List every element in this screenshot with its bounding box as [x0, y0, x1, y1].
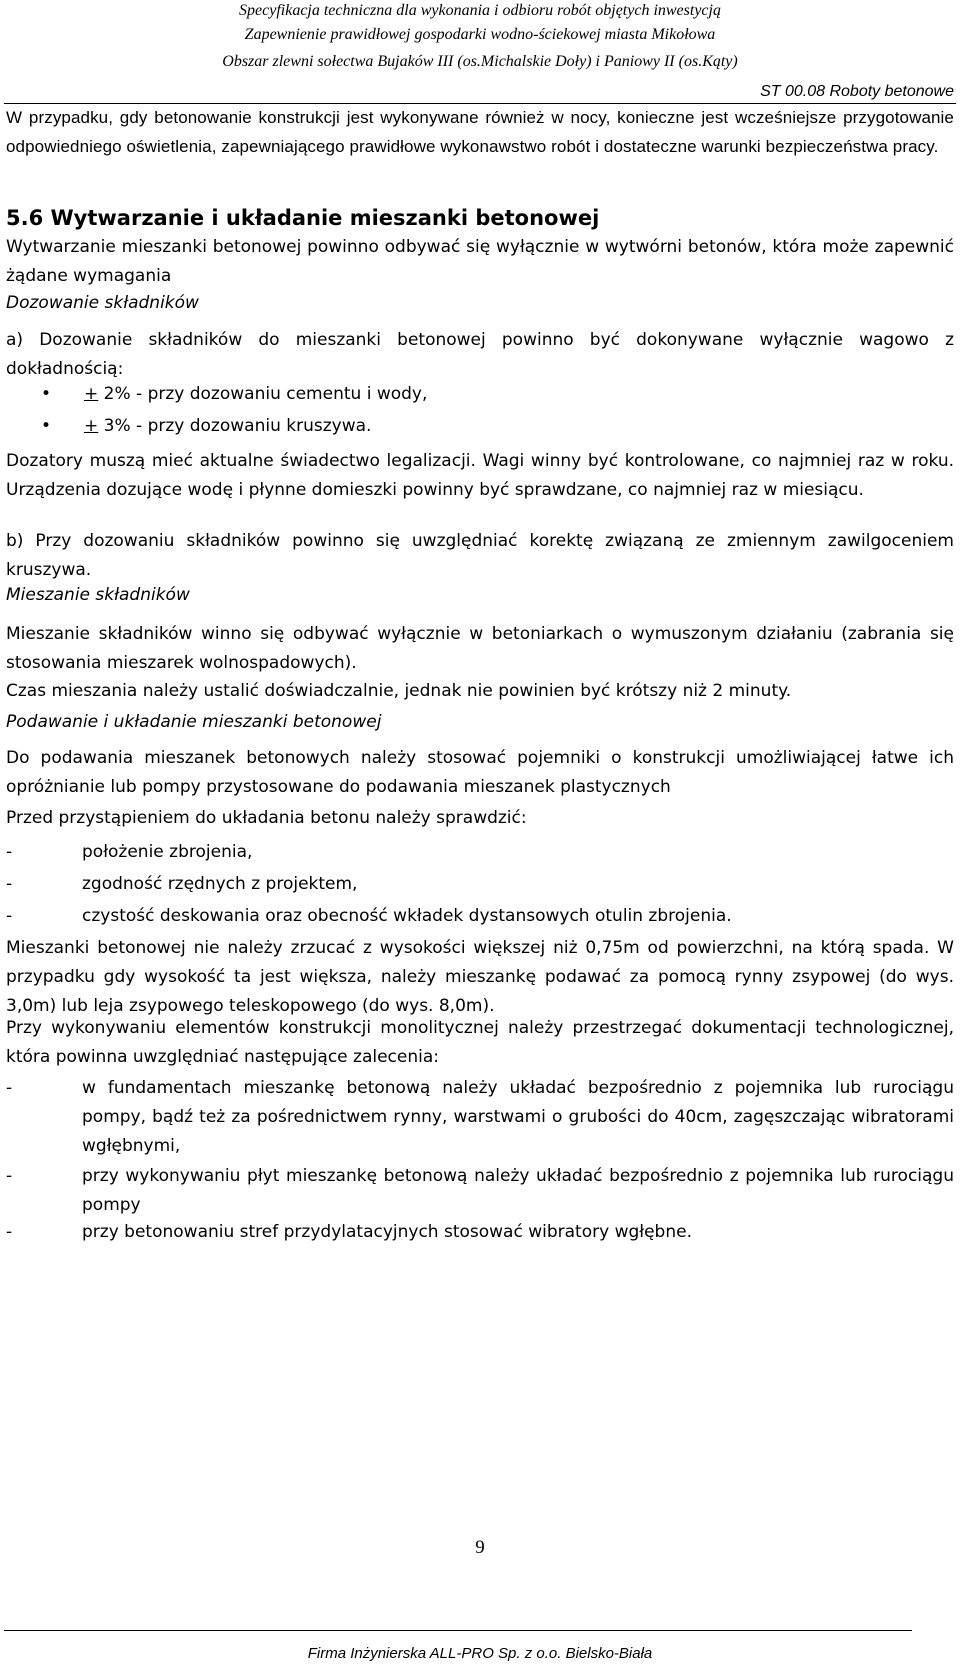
bullet-text: 2% - przy dozowaniu cementu i wody,: [98, 384, 428, 404]
list-dash: -: [6, 1078, 13, 1098]
bullet-text: 3% - przy dozowaniu kruszywa.: [98, 416, 372, 436]
paragraph-dosers: Dozatory muszą mieć aktualne świadectwo legalizacji. Wagi winny być kontrolowane, co najmniej raz w roku. Urządzenia dozujące wodę i płynne domieszki powinny być sprawdzane, co najmniej raz w miesiącu.: [6, 451, 954, 500]
bullet-item: [41, 384, 427, 404]
recommendation-item: przy betonowaniu stref przydylatacyjnych stosować wibratory wgłębne.: [82, 1222, 692, 1242]
header-line-2: Zapewnienie prawidłowej gospodarki wodno-ściekowej miasta Mikołowa: [244, 26, 716, 43]
bullet-dot: •: [41, 384, 52, 404]
paragraph-placing: Do podawania mieszanek betonowych należy stosować pojemniki o konstrukcji umożliwiającej łatwe ich opróżnianie lub pompy przystosowane do podawania mieszanek plastycznych: [6, 748, 954, 797]
list-dash: -: [6, 1166, 13, 1186]
footer-company: Firma Inżynierska ALL-PRO Sp. z o.o. Bielsko-Biała: [307, 1645, 653, 1662]
paragraph-drop-height: Mieszanki betonowej nie należy zrzucać z wysokości większej niż 0,75m od powierzchni, na którą spada. W przypadku gdy wysokość ta jest większa, należy mieszankę podawać za pomocą rynny zsypowej (do wys. 3,0m) lub leja zsypowego teleskopowego (do wys. 8,0m).: [6, 938, 954, 1016]
check-item: zgodność rzędnych z projektem,: [82, 874, 358, 894]
subheading-dosing: Dozowanie składników: [6, 293, 199, 313]
check-item: położenie zbrojenia,: [82, 842, 253, 862]
subheading-placing: Podawanie i układanie mieszanki betonowej: [6, 712, 382, 732]
page-number: 9: [475, 1537, 485, 1558]
bullet-item: [41, 416, 371, 436]
list-dash: -: [6, 1222, 13, 1242]
recommendation-item: w fundamentach mieszankę betonową należy układać bezpośrednio z pojemnika lub rurociągu pompy, bądź też za pośrednictwem rynny, warstwami o grubości do 40cm, zagęszczając wibratorami wgłębnymi,: [82, 1078, 954, 1156]
plus-minus-sign: +: [84, 416, 99, 436]
paragraph-production: Wytwarzanie mieszanki betonowej powinno odbywać się wyłącznie w wytwórni betonów, która może zapewnić żądane wymagania: [6, 237, 954, 286]
header-line-1: Specyfikacja techniczna dla wykonania i odbioru robót objętych inwestycją: [239, 2, 721, 19]
paragraph-dosing-b: b) Przy dozowaniu składników powinno się uwzględniać korektę związaną ze zmiennym zawilgoceniem kruszywa.: [6, 531, 954, 580]
bullet-dot: •: [41, 416, 52, 436]
paragraph-mixing-time: Czas mieszania należy ustalić doświadczalnie, jednak nie powinien być krótszy niż 2 minuty.: [6, 681, 792, 701]
paragraph-dosing-a: a) Dozowanie składników do mieszanki betonowej powinno być dokonywane wyłącznie wagowo z dokładnością:: [6, 330, 954, 379]
paragraph-mixing: Mieszanie składników winno się odbywać wyłącznie w betoniarkach o wymuszonym działaniu (zabrania się stosowania mieszarek wolnospadowych).: [6, 624, 954, 673]
recommendation-item: przy wykonywaniu płyt mieszankę betonową należy układać bezpośrednio z pojemnika lub rurociągu pompy: [82, 1166, 954, 1215]
intro-paragraph: W przypadku, gdy betonowanie konstrukcji jest wykonywane również w nocy, konieczne jest wcześniejsze przygotowanie odpowiedniego oświetlenia, zapewniającego prawidłowe wykonawstwo robót i dostateczne warunki bezpieczeństwa pracy.: [6, 108, 954, 156]
list-dash: -: [6, 874, 13, 894]
spec-code: ST 00.08 Roboty betonowe: [760, 83, 954, 100]
list-dash: -: [6, 842, 13, 862]
footer-rule: [4, 1630, 912, 1631]
plus-minus-sign: +: [84, 384, 99, 404]
check-item: czystość deskowania oraz obecność wkładek dystansowych otulin zbrojenia.: [82, 906, 732, 926]
paragraph-recommendations: Przy wykonywaniu elementów konstrukcji monolitycznej należy przestrzegać dokumentacji technologicznej, która powinna uwzględniać następujące zalecenia:: [6, 1018, 954, 1067]
section-heading: 5.6 Wytwarzanie i układanie mieszanki betonowej: [6, 206, 600, 230]
subheading-mixing: Mieszanie składników: [6, 585, 190, 605]
header-line-3: Obszar zlewni sołectwa Bujaków III (os.Michalskie Doły) i Paniowy II (os.Kąty): [222, 53, 738, 70]
list-dash: -: [6, 906, 13, 926]
paragraph-checks-intro: Przed przystąpieniem do układania betonu należy sprawdzić:: [6, 808, 527, 828]
